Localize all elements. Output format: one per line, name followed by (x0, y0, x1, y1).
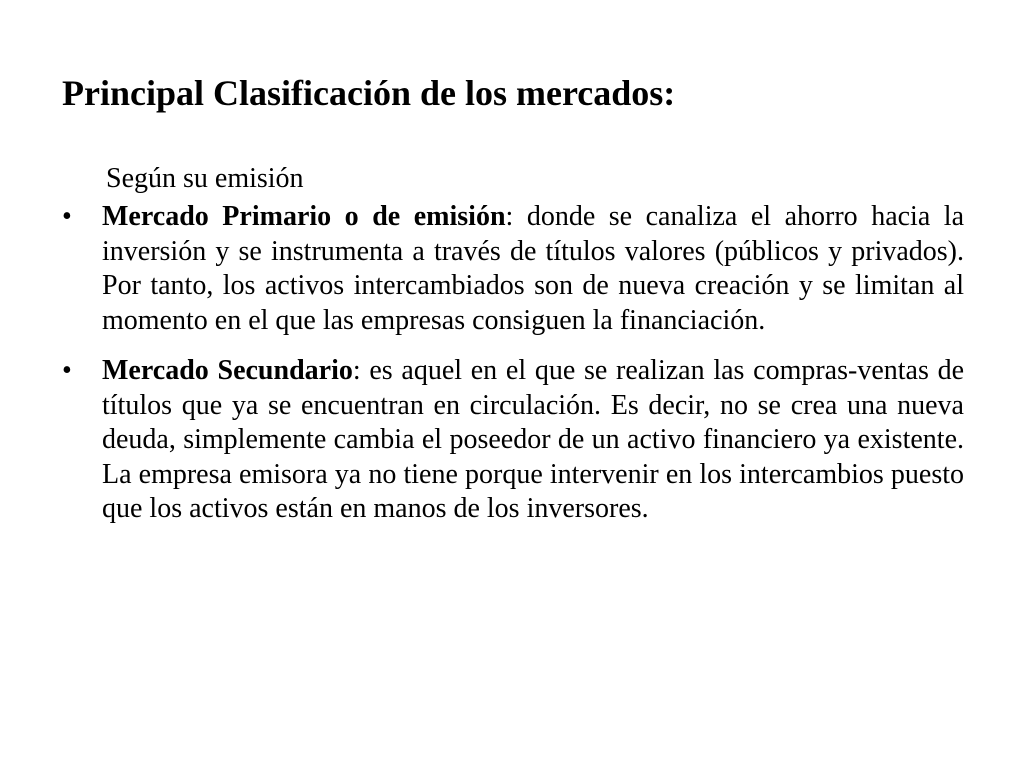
bullet-icon: • (62, 201, 72, 232)
bullet-icon: • (62, 355, 72, 386)
bullet-term: Mercado Secundario (102, 355, 353, 386)
bullet-text: : es aquel en el que se realizan las compras-ventas de títulos que ya se encuentran en circulación. Es decir, no se crea una nueva deuda, simplemente cambia el poseedor de un activo financiero ya existente. La empresa emisora ya no tiene porque intervenir en los intercambios puesto que los activos están en manos de los inversores. (102, 355, 964, 524)
bullet-item-secondary-market (62, 354, 964, 527)
subheading: Según su emisión (106, 163, 304, 194)
bullet-list (62, 200, 964, 543)
bullet-item-primary-market (62, 200, 964, 338)
slide-title: Principal Clasificación de los mercados: (62, 73, 676, 113)
bullet-term: Mercado Primario o de emisión (102, 201, 506, 232)
bullet-text: : donde se canaliza el ahorro hacia la inversión y se instrumenta a través de títulos valores (públicos y privados). Por tanto, los activos intercambiados son de nueva creación y se limitan al momento en el que las empresas consiguen la financiación. (102, 201, 964, 336)
